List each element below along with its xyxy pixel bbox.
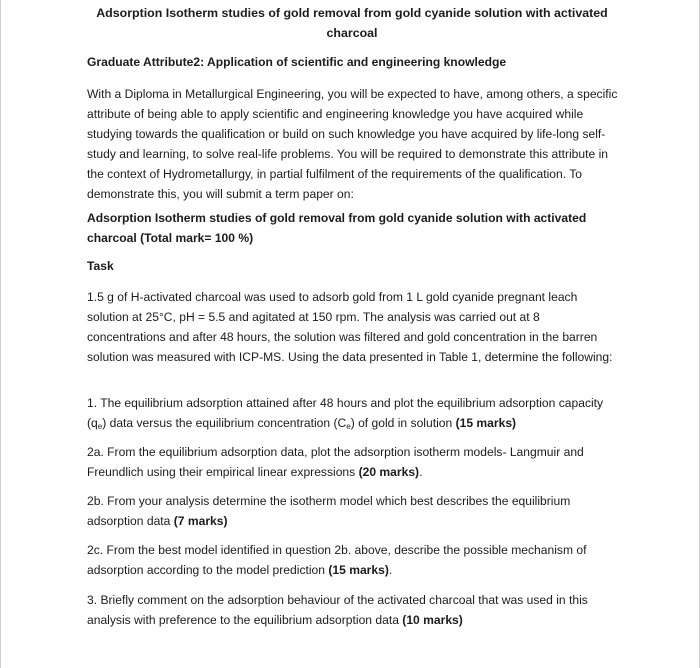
attribute-heading: Graduate Attribute2: Application of scientific and engineering knowledge [87, 55, 507, 69]
question-1-text-a: 1. The equilibrium adsorption attained after 48 hours and plot the equilibrium adsorption capacity (q [87, 396, 604, 430]
question-2a-text: 2a. From the equilibrium adsorption data, plot the adsorption isotherm models- Langmuir and Freundlich using their empirical linear expressions [87, 445, 584, 479]
term-paper-title: Adsorption Isotherm studies of gold removal from gold cyanide solution with activated charcoal (Total mark= 100 %) [87, 211, 587, 245]
question-2c [87, 540, 619, 580]
question-2a-tail: . [419, 465, 423, 479]
question-1-marks: (15 marks) [455, 416, 517, 430]
question-3-marks: (10 marks) [402, 613, 463, 627]
question-1-text-c: ) of gold in solution [350, 416, 456, 430]
question-2c-tail: . [388, 563, 393, 577]
question-2a-marks: (20 marks) [358, 465, 420, 479]
question-2a [87, 442, 619, 482]
question-3 [87, 590, 619, 630]
task-heading: Task [87, 259, 114, 273]
question-1-text-b: ) data versus the equilibrium concentration (C [102, 416, 347, 430]
qe-subscript: e [97, 422, 103, 431]
task-paragraph: 1.5 g of H-activated charcoal was used to adsorb gold from 1 L gold cyanide pregnant leach solution at 25°C, pH = 5.5 and agitated at 150 rpm. The analysis was carried out at 8 concentrations and after 48 hours, the solution was filtered and gold concentration in the barren solution was measured with ICP-MS. Using the data presented in Table 1, determine the following: [87, 290, 613, 364]
question-3-text: 3. Briefly comment on the adsorption behaviour of the activated charcoal that was used in this analysis with preference to the equilibrium adsorption data [87, 593, 588, 627]
question-2c-text: 2c. From the best model identified in question 2b. above, describe the possible mechanism of adsorption according to the model prediction [87, 543, 587, 577]
intro-paragraph: With a Diploma in Metallurgical Engineering, you will be expected to have, among others, a specific attribute of being able to apply scientific and engineering knowledge you have acquired while studying towards the qualification or build on such knowledge you have acquired by life-long self-study and learning, to solve real-life problems. You will be required to demonstrate this attribute in the context of Hydrometallurgy, in partial fulfilment of the requirements of the qualification. To demonstrate this, you will submit a term paper on: [87, 87, 618, 201]
question-2b-text: 2b. From your analysis determine the isotherm model which best describes the equilibrium adsorption data [87, 494, 571, 528]
question-2c-marks: (15 marks) [328, 563, 389, 577]
document-title: Adsorption Isotherm studies of gold removal from gold cyanide solution with activated charcoal [96, 6, 608, 40]
question-1 [87, 393, 619, 433]
question-2b [87, 491, 619, 531]
ce-subscript: e [346, 422, 351, 431]
question-2b-marks: (7 marks) [173, 514, 228, 528]
